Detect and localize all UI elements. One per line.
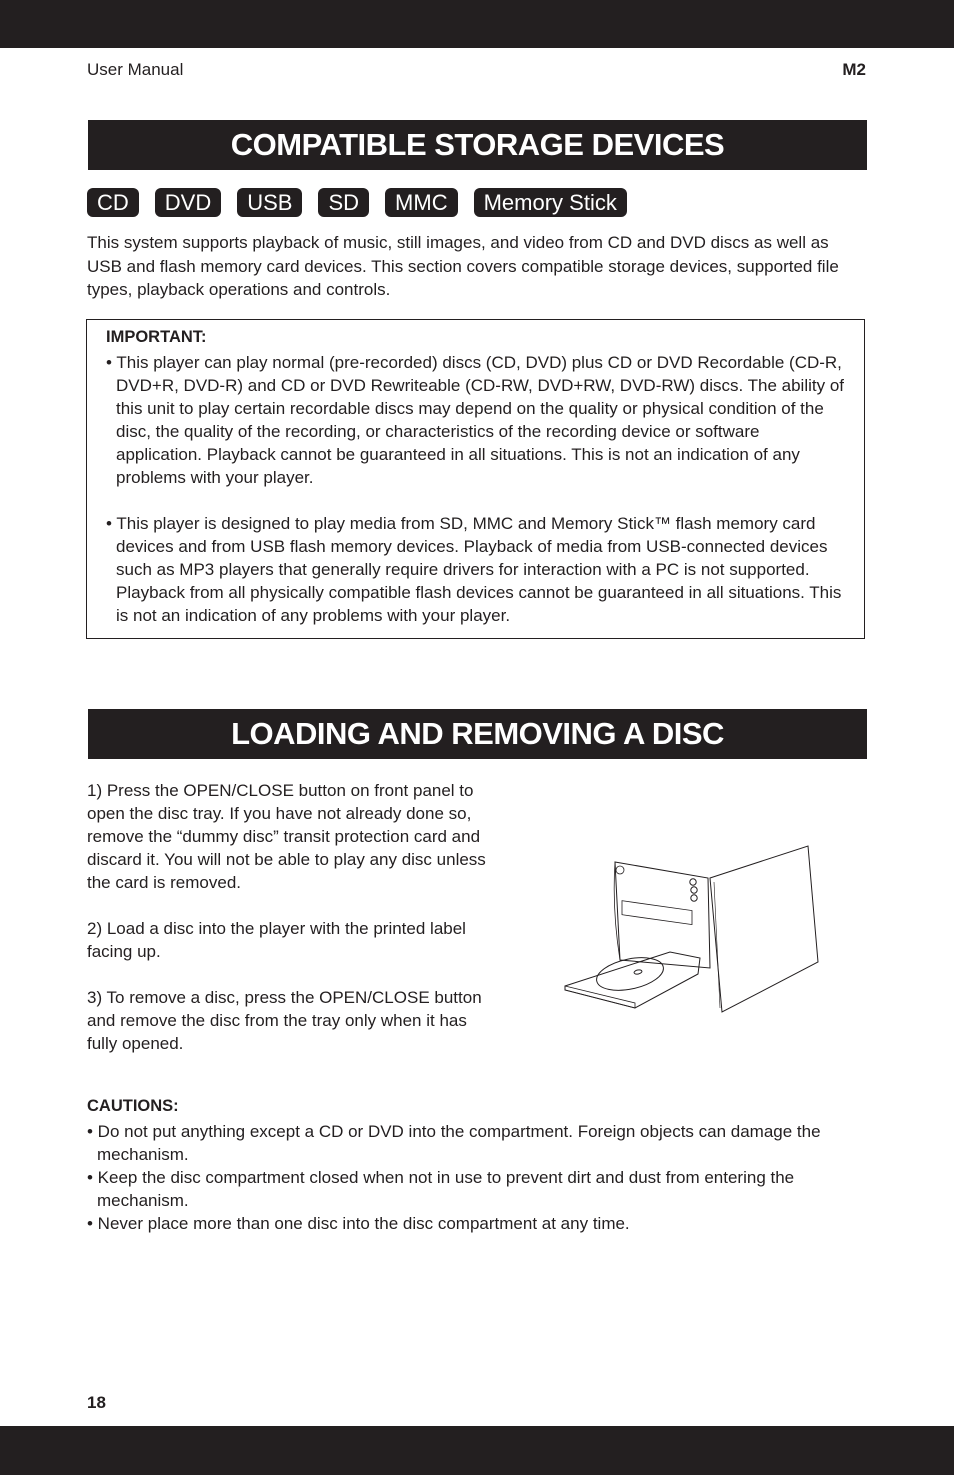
page-number: 18 bbox=[87, 1393, 106, 1412]
device-tag-memory-stick: Memory Stick bbox=[474, 188, 627, 217]
section-title-loading-disc: LOADING AND REMOVING A DISC bbox=[88, 709, 867, 759]
cautions-title: CAUTIONS: bbox=[87, 1097, 179, 1115]
device-tag-list bbox=[87, 188, 627, 217]
device-tag-mmc: MMC bbox=[385, 188, 458, 217]
important-item: • This player is designed to play media from SD, MMC and Memory Stick™ flash memory card devices and from USB flash memory devices. Playback of media from USB-connected devices such as MP3 players that generally require drivers for interaction with a PC is not supported. Playback from all physically compatible flash devices cannot be guaranteed in all situations. This is not an indication of any problems with your player. bbox=[106, 514, 842, 625]
section-title-storage-devices: COMPATIBLE STORAGE DEVICES bbox=[88, 120, 867, 170]
loading-step: 1) Press the OPEN/CLOSE button on front panel to open the disc tray. If you have not already done so, remove the “dummy disc” transit protection card and discard it. You will not be able to play any disc unless the card is removed. bbox=[87, 781, 486, 892]
caution-item: • Do not put anything except a CD or DVD into the compartment. Foreign objects can damage the mechanism. bbox=[87, 1122, 821, 1164]
important-item: • This player can play normal (pre-recorded) discs (CD, DVD) plus CD or DVD Recordable (CD-R, DVD+R, DVD-R) and CD or DVD Rewriteable (CD-RW, DVD+RW, DVD-RW) discs. The ability of this unit to play certain recordable discs may depend on the quality or physical condition of the disc, the quality of the recording, or characteristics of the recording device or software application. Playback cannot be guaranteed in all situations. This is not an indication of any problems with your player. bbox=[106, 353, 845, 487]
device-tag-dvd: DVD bbox=[155, 188, 221, 217]
loading-step: 3) To remove a disc, press the OPEN/CLOSE button and remove the disc from the tray only when it has fully opened. bbox=[87, 988, 482, 1053]
cautions-list bbox=[87, 1120, 867, 1235]
device-tag-usb: USB bbox=[237, 188, 302, 217]
disc-player-illustration bbox=[560, 840, 820, 1015]
loading-steps bbox=[87, 779, 497, 1055]
device-tag-cd: CD bbox=[87, 188, 139, 217]
device-tag-sd: SD bbox=[318, 188, 369, 217]
header-model-label: M2 bbox=[842, 60, 866, 79]
important-title: IMPORTANT: bbox=[106, 328, 207, 346]
loading-step: 2) Load a disc into the player with the printed label facing up. bbox=[87, 919, 466, 961]
caution-item: • Never place more than one disc into the disc compartment at any time. bbox=[87, 1214, 630, 1233]
top-bar bbox=[0, 0, 954, 48]
important-notice-box bbox=[86, 319, 865, 639]
intro-paragraph: This system supports playback of music, still images, and video from CD and DVD discs as well as USB and flash memory card devices. This section covers compatible storage devices, supported file types, playback operations and controls. bbox=[87, 233, 839, 299]
header-manual-label: User Manual bbox=[87, 60, 184, 79]
important-list bbox=[106, 351, 846, 627]
bottom-bar bbox=[0, 1426, 954, 1475]
caution-item: • Keep the disc compartment closed when not in use to prevent dirt and dust from entering the mechanism. bbox=[87, 1168, 795, 1210]
